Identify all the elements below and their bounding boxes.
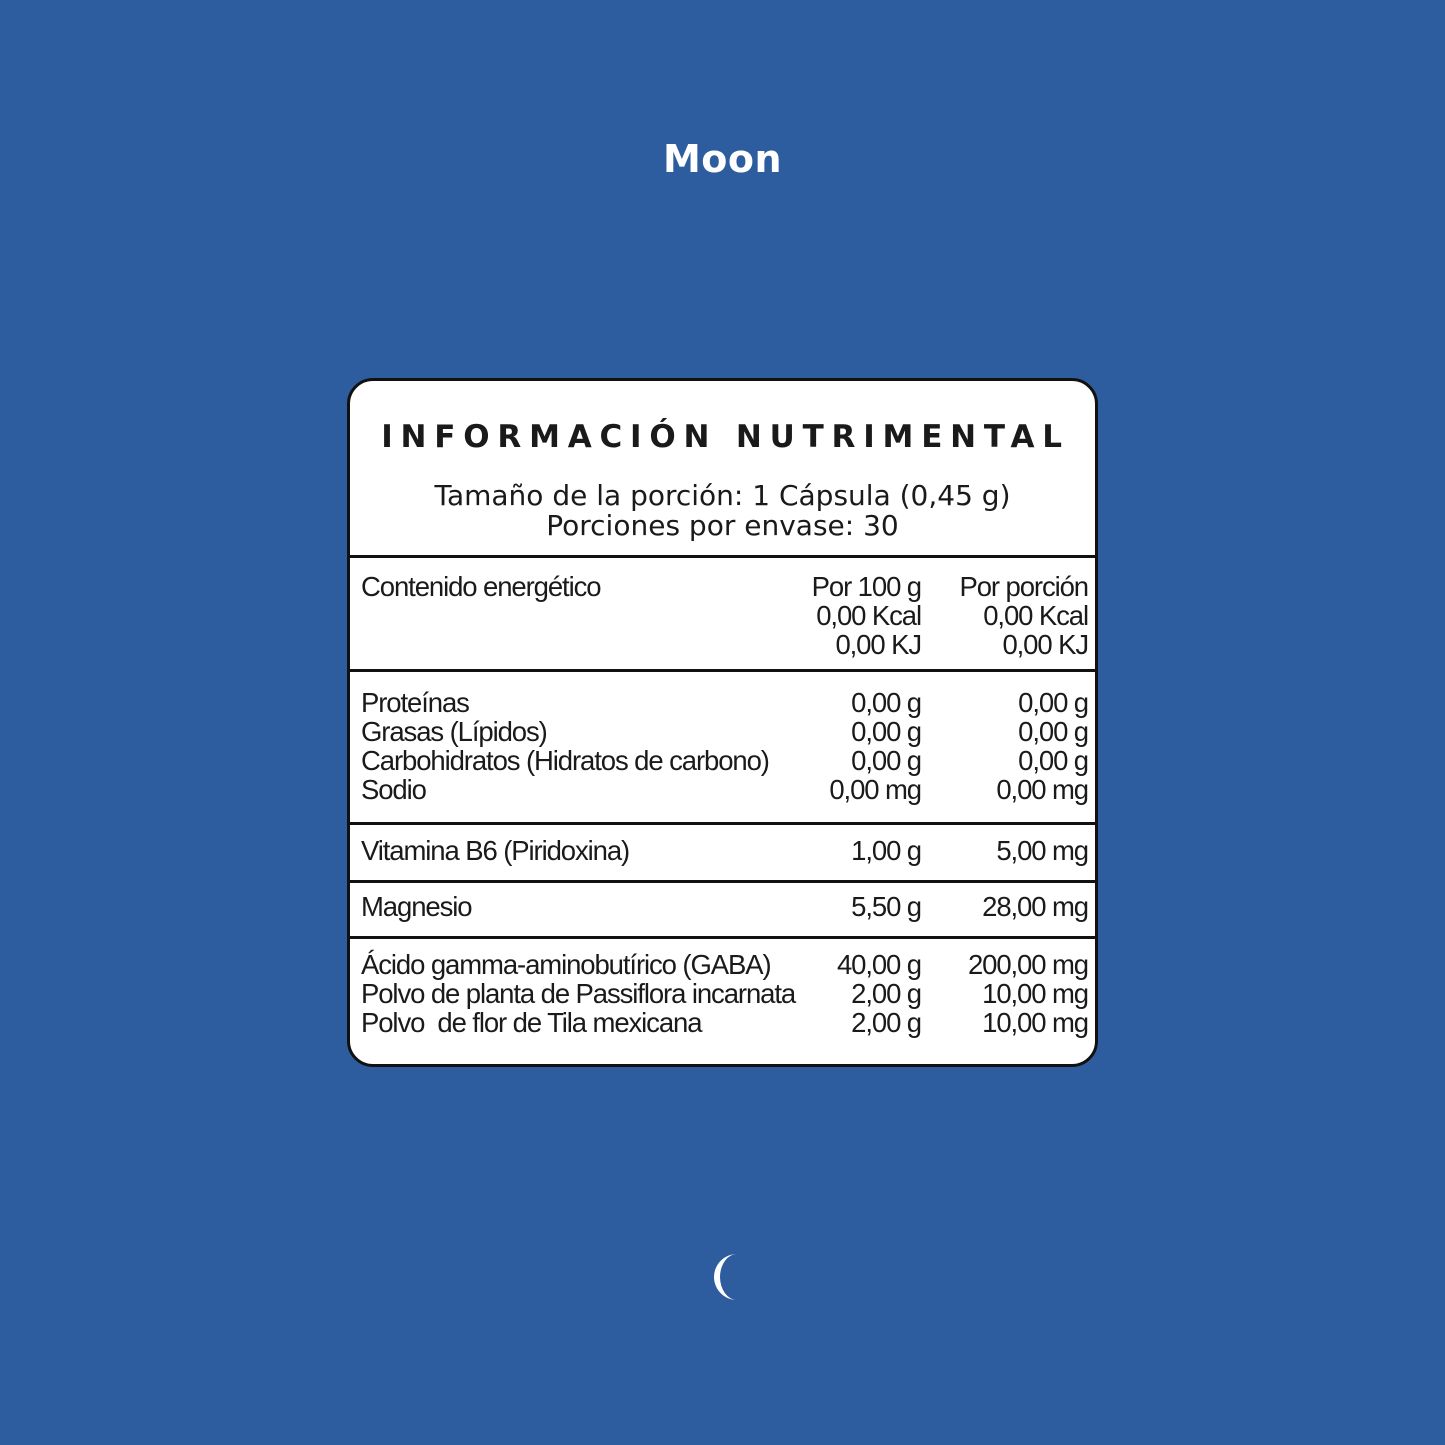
nutrient-per-100g: 40,00 g bbox=[836, 949, 921, 980]
nutrient-per-portion: 0,00 g bbox=[1018, 716, 1088, 747]
table-row bbox=[350, 836, 1095, 865]
nutrient-per-100g: 0,00 g bbox=[851, 745, 921, 776]
energy-kcal-per-100g: 0,00 Kcal bbox=[816, 600, 921, 631]
energy-label: Contenido energético bbox=[361, 571, 601, 602]
nutrient-per-portion: 0,00 mg bbox=[996, 774, 1088, 805]
nutrient-per-portion: 10,00 mg bbox=[982, 1007, 1088, 1038]
macros-section bbox=[350, 672, 1095, 825]
nutrient-per-portion: 0,00 g bbox=[1018, 745, 1088, 776]
energy-section bbox=[350, 558, 1095, 672]
table-row bbox=[350, 892, 1095, 921]
table-row bbox=[350, 950, 1095, 979]
energy-kj-per-portion: 0,00 KJ bbox=[1002, 629, 1088, 660]
table-row bbox=[350, 1008, 1095, 1037]
ingredients-section bbox=[350, 939, 1095, 1064]
energy-kcal-per-portion: 0,00 Kcal bbox=[983, 600, 1088, 631]
nutrient-name: Polvo de flor de Tila mexicana bbox=[361, 1007, 702, 1038]
nutrient-name: Polvo de planta de Passiflora incarnata bbox=[361, 978, 796, 1009]
nutrient-per-100g: 0,00 g bbox=[851, 687, 921, 718]
table-row bbox=[350, 601, 1095, 630]
mineral-section bbox=[350, 883, 1095, 939]
nutrient-name: Magnesio bbox=[361, 891, 472, 922]
column-header-per-100g: Por 100 g bbox=[811, 571, 921, 602]
nutrient-name: Proteínas bbox=[361, 687, 469, 718]
table-row bbox=[350, 572, 1095, 601]
nutrient-per-100g: 0,00 mg bbox=[829, 774, 921, 805]
nutrient-name: Sodio bbox=[361, 774, 426, 805]
nutrient-per-100g: 2,00 g bbox=[851, 1007, 921, 1038]
nutrient-per-portion: 5,00 mg bbox=[996, 835, 1088, 866]
nutrient-name: Ácido gamma-aminobutírico (GABA) bbox=[361, 949, 771, 980]
nutrient-per-portion: 200,00 mg bbox=[967, 949, 1088, 980]
label-header bbox=[350, 381, 1095, 558]
nutrition-label bbox=[347, 378, 1098, 1067]
nutrient-name: Grasas (Lípidos) bbox=[361, 716, 547, 747]
nutrient-per-100g: 0,00 g bbox=[851, 716, 921, 747]
nutrient-per-portion: 0,00 g bbox=[1018, 687, 1088, 718]
vitamin-section bbox=[350, 825, 1095, 883]
table-row bbox=[350, 717, 1095, 746]
table-row bbox=[350, 979, 1095, 1008]
servings-per-container: Porciones por envase: 30 bbox=[546, 509, 899, 542]
nutrient-name: Vitamina B6 (Piridoxina) bbox=[361, 835, 630, 866]
table-row bbox=[350, 775, 1095, 804]
table-row bbox=[350, 688, 1095, 717]
column-header-per-portion: Por porción bbox=[959, 571, 1088, 602]
nutrient-per-portion: 28,00 mg bbox=[982, 891, 1088, 922]
serving-size: Tamaño de la porción: 1 Cápsula (0,45 g) bbox=[434, 479, 1011, 512]
table-row bbox=[350, 746, 1095, 775]
nutrient-per-portion: 10,00 mg bbox=[982, 978, 1088, 1009]
energy-kj-per-100g: 0,00 KJ bbox=[835, 629, 921, 660]
crescent-moon-icon bbox=[702, 1251, 750, 1303]
brand-title: Moon bbox=[662, 137, 783, 181]
nutrient-per-100g: 2,00 g bbox=[851, 978, 921, 1009]
label-heading: INFORMACIÓN NUTRIMENTAL bbox=[381, 419, 1070, 455]
nutrient-per-100g: 5,50 g bbox=[851, 891, 921, 922]
nutrient-name: Carbohidratos (Hidratos de carbono) bbox=[361, 745, 769, 776]
nutrient-per-100g: 1,00 g bbox=[851, 835, 921, 866]
table-row bbox=[350, 630, 1095, 659]
